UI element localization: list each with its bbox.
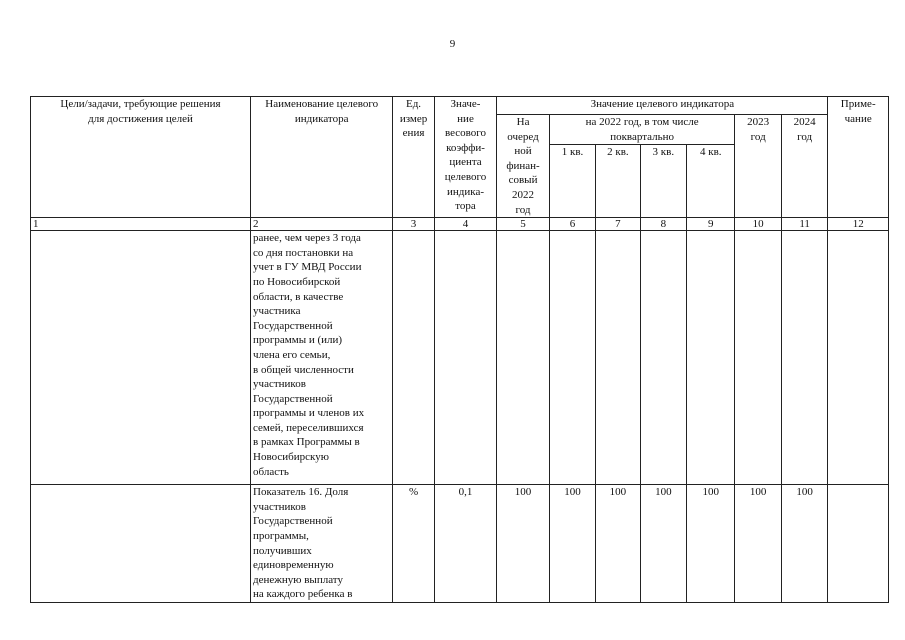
header-q3: 3 кв.	[640, 145, 686, 218]
header-note: Приме- чание	[828, 97, 889, 218]
cell-q2	[596, 231, 640, 485]
cell-weight: 0,1	[434, 485, 497, 603]
cell-goal	[31, 485, 251, 603]
header-2022-quarterly: на 2022 год, в том числе поквартально	[549, 115, 735, 145]
column-number: 9	[687, 218, 735, 231]
table-row	[31, 231, 889, 485]
header-row-1	[31, 97, 889, 115]
cell-q4	[687, 231, 735, 485]
cell-q3: 100	[640, 485, 686, 603]
header-2023: 2023 год	[735, 115, 781, 218]
cell-2024: 100	[781, 485, 827, 603]
cell-next-fin-year	[497, 231, 549, 485]
cell-2024	[781, 231, 827, 485]
column-number: 3	[393, 218, 434, 231]
cell-next-fin-year: 100	[497, 485, 549, 603]
cell-unit	[393, 231, 434, 485]
cell-weight	[434, 231, 497, 485]
column-numbers-row	[31, 218, 889, 231]
cell-q4: 100	[687, 485, 735, 603]
cell-2023	[735, 231, 781, 485]
header-goals: Цели/задачи, требующие решения для достижения целей	[31, 97, 251, 218]
cell-indicator: Показатель 16. Доля участников Государственной программы, получивших единовременную денежную выплату на каждого ребенка в	[251, 485, 393, 603]
header-next-fin-year: На очеред ной финан- совый 2022 год	[497, 115, 549, 218]
cell-indicator: ранее, чем через 3 года со дня постановки на учет в ГУ МВД России по Новосибирской области, в качестве участника Государственной программы и (или) члена его семьи, в общей численности участников Государственной программы и членов их семей, переселившихся в рамках Программы в Новосибирскую область	[251, 231, 393, 485]
column-number: 1	[31, 218, 251, 231]
table-row	[31, 485, 889, 603]
header-q1: 1 кв.	[549, 145, 595, 218]
cell-unit: %	[393, 485, 434, 603]
cell-note	[828, 485, 889, 603]
column-number: 4	[434, 218, 497, 231]
column-number: 12	[828, 218, 889, 231]
cell-goal	[31, 231, 251, 485]
column-number: 2	[251, 218, 393, 231]
header-2024: 2024 год	[781, 115, 827, 218]
column-number: 6	[549, 218, 595, 231]
cell-2023: 100	[735, 485, 781, 603]
column-number: 8	[640, 218, 686, 231]
column-number: 11	[781, 218, 827, 231]
column-number: 7	[596, 218, 640, 231]
cell-q1: 100	[549, 485, 595, 603]
cell-note	[828, 231, 889, 485]
cell-q3	[640, 231, 686, 485]
indicators-table	[30, 96, 889, 603]
page-number: 9	[449, 38, 456, 50]
header-unit: Ед. измер ения	[393, 97, 434, 218]
column-number: 10	[735, 218, 781, 231]
cell-q1	[549, 231, 595, 485]
column-number: 5	[497, 218, 549, 231]
cell-q2: 100	[596, 485, 640, 603]
header-indicator-name: Наименование целевого индикатора	[251, 97, 393, 218]
header-q2: 2 кв.	[596, 145, 640, 218]
header-target-value-group: Значение целевого индикатора	[497, 97, 828, 115]
header-q4: 4 кв.	[687, 145, 735, 218]
header-weight: Значе- ние весового коэффи- циента целевого индика- тора	[434, 97, 497, 218]
